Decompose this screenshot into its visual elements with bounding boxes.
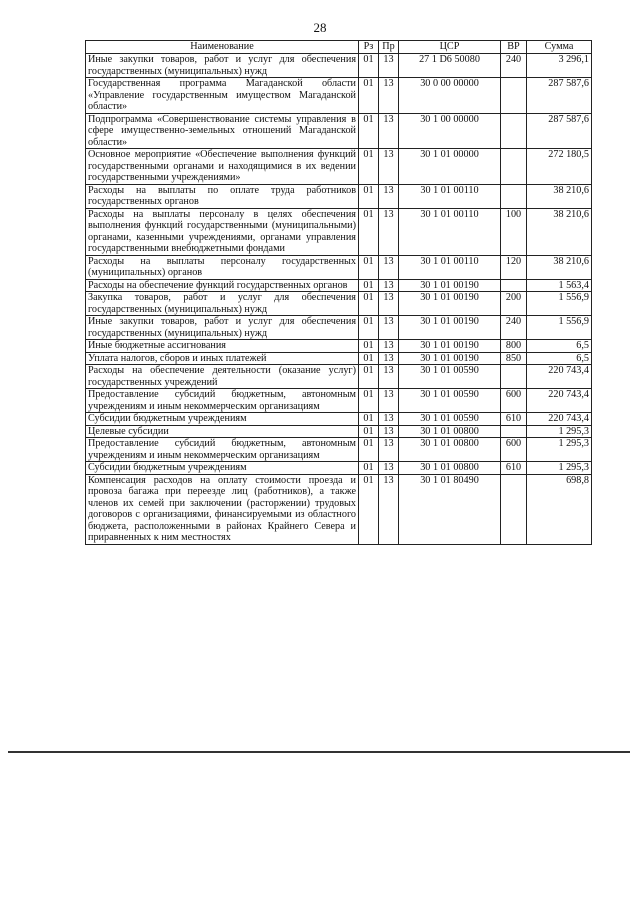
cell-name: Расходы на обеспечение функций государственных органов	[86, 279, 359, 292]
header-vr: ВР	[501, 41, 527, 54]
cell-name: Расходы на выплаты персоналу государственных (муниципальных) органов	[86, 255, 359, 279]
cell-name: Государственная программа Магаданской области «Управление государственным имуществом Магаданской области»	[86, 78, 359, 114]
header-rz: Рз	[359, 41, 379, 54]
table-row	[86, 184, 592, 208]
cell-rz: 01	[359, 208, 379, 255]
cell-pr: 13	[379, 292, 399, 316]
cell-csr: 30 1 01 00190	[399, 279, 501, 292]
cell-vr: 100	[501, 208, 527, 255]
cell-vr: 850	[501, 352, 527, 365]
cell-csr: 27 1 D6 50080	[399, 54, 501, 78]
cell-sum: 287 587,6	[527, 78, 592, 114]
table-row	[86, 340, 592, 353]
cell-csr: 30 1 01 00110	[399, 184, 501, 208]
table-row	[86, 474, 592, 544]
cell-name: Предоставление субсидий бюджетным, автономным учреждениям и иным некоммерческим организациям	[86, 389, 359, 413]
cell-vr	[501, 149, 527, 185]
cell-pr: 13	[379, 255, 399, 279]
cell-name: Иные бюджетные ассигнования	[86, 340, 359, 353]
cell-rz: 01	[359, 255, 379, 279]
cell-rz: 01	[359, 184, 379, 208]
cell-rz: 01	[359, 352, 379, 365]
table-body	[86, 54, 592, 545]
cell-name: Закупка товаров, работ и услуг для обеспечения государственных (муниципальных) нужд	[86, 292, 359, 316]
cell-rz: 01	[359, 474, 379, 544]
cell-rz: 01	[359, 54, 379, 78]
cell-sum: 6,5	[527, 352, 592, 365]
cell-sum: 1 563,4	[527, 279, 592, 292]
table-row	[86, 54, 592, 78]
cell-csr: 30 1 01 00800	[399, 438, 501, 462]
cell-name: Уплата налогов, сборов и иных платежей	[86, 352, 359, 365]
cell-rz: 01	[359, 78, 379, 114]
cell-vr: 200	[501, 292, 527, 316]
cell-rz: 01	[359, 340, 379, 353]
cell-vr	[501, 78, 527, 114]
header-pr: Пр	[379, 41, 399, 54]
cell-vr: 800	[501, 340, 527, 353]
cell-pr: 13	[379, 316, 399, 340]
cell-vr	[501, 279, 527, 292]
table-row	[86, 113, 592, 149]
cell-rz: 01	[359, 149, 379, 185]
cell-sum: 1 556,9	[527, 292, 592, 316]
header-sum: Сумма	[527, 41, 592, 54]
cell-name: Иные закупки товаров, работ и услуг для обеспечения государственных (муниципальных) нужд	[86, 316, 359, 340]
cell-rz: 01	[359, 462, 379, 475]
cell-vr: 600	[501, 438, 527, 462]
cell-csr: 30 1 01 00190	[399, 316, 501, 340]
cell-csr: 30 1 01 80490	[399, 474, 501, 544]
cell-rz: 01	[359, 425, 379, 438]
table-row	[86, 365, 592, 389]
cell-vr: 240	[501, 316, 527, 340]
cell-vr: 240	[501, 54, 527, 78]
cell-pr: 13	[379, 54, 399, 78]
cell-csr: 30 1 01 00000	[399, 149, 501, 185]
cell-rz: 01	[359, 292, 379, 316]
cell-name: Предоставление субсидий бюджетным, автономным учреждениям и иным некоммерческим организациям	[86, 438, 359, 462]
cell-name: Расходы на выплаты по оплате труда работников государственных органов	[86, 184, 359, 208]
table-row	[86, 438, 592, 462]
cell-csr: 30 1 01 00190	[399, 292, 501, 316]
table-header-row	[86, 41, 592, 54]
cell-sum: 3 296,1	[527, 54, 592, 78]
cell-vr: 600	[501, 389, 527, 413]
cell-sum: 272 180,5	[527, 149, 592, 185]
cell-name: Субсидии бюджетным учреждениям	[86, 462, 359, 475]
table-row	[86, 149, 592, 185]
cell-pr: 13	[379, 279, 399, 292]
cell-rz: 01	[359, 113, 379, 149]
table-row	[86, 316, 592, 340]
cell-pr: 13	[379, 113, 399, 149]
cell-rz: 01	[359, 413, 379, 426]
cell-rz: 01	[359, 279, 379, 292]
cell-rz: 01	[359, 438, 379, 462]
bottom-rule	[8, 751, 630, 753]
cell-pr: 13	[379, 149, 399, 185]
cell-pr: 13	[379, 365, 399, 389]
cell-csr: 30 1 01 00800	[399, 462, 501, 475]
cell-csr: 30 1 00 00000	[399, 113, 501, 149]
cell-sum: 220 743,4	[527, 389, 592, 413]
cell-pr: 13	[379, 389, 399, 413]
table-row	[86, 78, 592, 114]
cell-sum: 1 295,3	[527, 425, 592, 438]
cell-vr	[501, 425, 527, 438]
table-row	[86, 389, 592, 413]
table-row	[86, 352, 592, 365]
cell-vr	[501, 184, 527, 208]
cell-pr: 13	[379, 438, 399, 462]
cell-name: Расходы на обеспечение деятельности (оказание услуг) государственных учреждений	[86, 365, 359, 389]
cell-csr: 30 1 01 00800	[399, 425, 501, 438]
cell-vr	[501, 474, 527, 544]
cell-pr: 13	[379, 184, 399, 208]
cell-rz: 01	[359, 389, 379, 413]
cell-csr: 30 1 01 00190	[399, 352, 501, 365]
table-row	[86, 413, 592, 426]
cell-pr: 13	[379, 352, 399, 365]
cell-csr: 30 1 01 00590	[399, 365, 501, 389]
cell-pr: 13	[379, 340, 399, 353]
cell-csr: 30 1 01 00590	[399, 389, 501, 413]
cell-name: Целевые субсидии	[86, 425, 359, 438]
cell-sum: 38 210,6	[527, 208, 592, 255]
cell-rz: 01	[359, 316, 379, 340]
table-row	[86, 462, 592, 475]
cell-pr: 13	[379, 78, 399, 114]
cell-name: Субсидии бюджетным учреждениям	[86, 413, 359, 426]
table-row	[86, 425, 592, 438]
cell-pr: 13	[379, 208, 399, 255]
cell-pr: 13	[379, 462, 399, 475]
table-row	[86, 292, 592, 316]
header-name: Наименование	[86, 41, 359, 54]
cell-sum: 220 743,4	[527, 413, 592, 426]
cell-csr: 30 1 01 00590	[399, 413, 501, 426]
cell-vr	[501, 113, 527, 149]
cell-csr: 30 0 00 00000	[399, 78, 501, 114]
budget-table	[85, 40, 592, 545]
cell-name: Подпрограмма «Совершенствование системы управления в сфере имущественно-земельных отношений Магаданской области»	[86, 113, 359, 149]
cell-sum: 1 295,3	[527, 462, 592, 475]
cell-name: Компенсация расходов на оплату стоимости проезда и провоза багажа при переезде лиц (работников), а также членов их семей при заключении (расторжении) трудовых договоров с организациями, финансируемыми из областного бюджета, расположенными в районах Крайнего Севера и приравненных к ним местностях	[86, 474, 359, 544]
cell-vr: 120	[501, 255, 527, 279]
cell-sum: 38 210,6	[527, 255, 592, 279]
cell-sum: 287 587,6	[527, 113, 592, 149]
page-number: 28	[313, 20, 327, 35]
cell-pr: 13	[379, 474, 399, 544]
table-row	[86, 208, 592, 255]
cell-sum: 1 556,9	[527, 316, 592, 340]
cell-sum: 1 295,3	[527, 438, 592, 462]
cell-vr: 610	[501, 462, 527, 475]
table-row	[86, 255, 592, 279]
cell-name: Расходы на выплаты персоналу в целях обеспечения выполнения функций государственными (муниципальными) органами, казенными учреждениями, органами управления государственными внебюджетными фондами	[86, 208, 359, 255]
header-csr: ЦСР	[399, 41, 501, 54]
cell-csr: 30 1 01 00110	[399, 208, 501, 255]
table-row	[86, 279, 592, 292]
cell-rz: 01	[359, 365, 379, 389]
cell-name: Иные закупки товаров, работ и услуг для обеспечения государственных (муниципальных) нужд	[86, 54, 359, 78]
cell-sum: 698,8	[527, 474, 592, 544]
cell-vr	[501, 365, 527, 389]
cell-sum: 220 743,4	[527, 365, 592, 389]
cell-vr: 610	[501, 413, 527, 426]
cell-csr: 30 1 01 00190	[399, 340, 501, 353]
cell-sum: 38 210,6	[527, 184, 592, 208]
cell-csr: 30 1 01 00110	[399, 255, 501, 279]
cell-pr: 13	[379, 413, 399, 426]
cell-sum: 6,5	[527, 340, 592, 353]
cell-pr: 13	[379, 425, 399, 438]
cell-name: Основное мероприятие «Обеспечение выполнения функций государственными органами и находящимися в их ведении государственными учреждениями»	[86, 149, 359, 185]
